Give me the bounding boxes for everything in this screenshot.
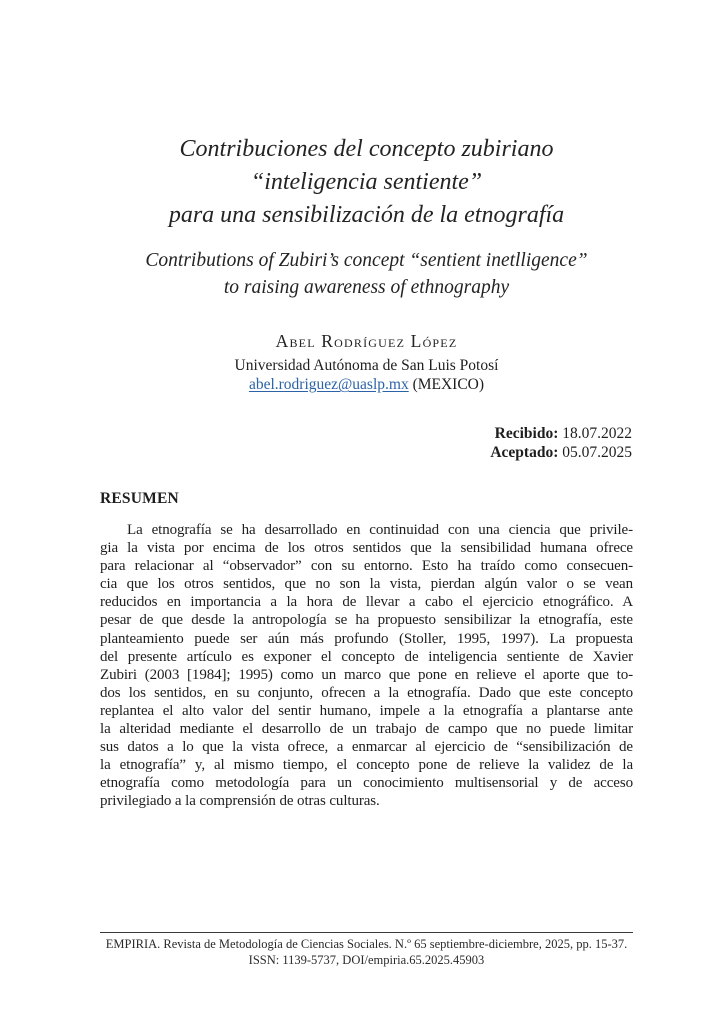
title-line: Contributions of Zubiri’s concept “sentient inetlligence” <box>145 250 588 271</box>
received-label: Recibido: <box>494 425 559 442</box>
paper-title-spanish <box>100 133 633 232</box>
journal-citation-line: EMPIRIA. Revista de Metodología de Ciencias Sociales. N.º 65 septiembre-diciembre, 2025, pp. 15-37. <box>105 937 628 951</box>
accepted-date-row <box>490 444 632 463</box>
author-affiliation: Universidad Autónoma de San Luis Potosí <box>234 357 499 374</box>
author-country: (MEXICO) <box>412 376 485 393</box>
title-line: para una sensibilización de la etnografía <box>168 202 565 228</box>
abstract-line: etnografía como metodología para un conocimiento multisensorial y de acceso <box>100 775 633 792</box>
author-name: Abel Rodríguez López <box>275 331 458 351</box>
author-email-link[interactable]: abel.rodriguez@uaslp.mx <box>248 376 409 393</box>
abstract-line: Zubiri (2003 [1984]; 1995) como un marco que pone en relieve el aporte que to- <box>100 666 633 683</box>
abstract-line: la alteridad mediante el desarrollo de un trabajo de campo que no puede limitar <box>100 721 633 738</box>
abstract-line: la etnografía” y, al mismo tiempo, el concepto pone de relieve la validez de la <box>100 757 633 774</box>
accepted-label: Aceptado: <box>490 443 559 461</box>
received-value: 18.07.2022 <box>562 425 632 442</box>
abstract-line: pesar de que desde la antropología se ha propuesto sensibilizar la etnografía, este <box>100 612 633 629</box>
accepted-value: 05.07.2025 <box>562 443 632 461</box>
abstract-line: del presente artículo es exponer el concepto de inteligencia sentiente de Xavier <box>100 648 633 665</box>
abstract-line: privilegiado a la comprensión de otras culturas. <box>100 793 380 810</box>
abstract-heading: RESUMEN <box>100 490 179 507</box>
journal-footer <box>100 932 633 968</box>
abstract-line: replantea el alto valor del sentir humano, impele a la etnografía a plantarse ante <box>100 702 633 719</box>
abstract-line: La etnografía se ha desarrollado en continuidad con una ciencia que privile- <box>127 522 633 538</box>
paper-title-english <box>100 247 633 301</box>
abstract-line: cia que los otros sentidos, que no son la vista, pierdan algún valor o se vean <box>100 576 633 593</box>
manuscript-dates <box>490 425 632 462</box>
received-date-row <box>490 425 632 444</box>
abstract-line: gia la vista por encima de los otros sentidos que la sensibilidad humana ofrece <box>100 540 633 557</box>
title-line: Contribuciones del concepto zubiriano <box>179 136 554 162</box>
author-contact-line <box>100 376 633 394</box>
abstract-line: reducidos en importancia a la hora de llevar a cabo el ejercicio etnográfico. A <box>100 594 633 611</box>
abstract-line: para relacionar al “observador” con su entorno. Esto ha traído como consecuen- <box>100 558 633 575</box>
journal-issn-doi-line: ISSN: 1139-5737, DOI/empiria.65.2025.45903 <box>248 952 485 967</box>
title-line: “inteligencia sentiente” <box>250 169 483 195</box>
abstract-text <box>100 521 633 811</box>
abstract-line: planteamiento puede ser aún más profundo (Stoller, 1995, 1997). La propuesta <box>100 630 633 647</box>
title-line: to raising awareness of ethnography <box>223 277 510 298</box>
abstract-line: dos los sentidos, en su conjunto, ofrecen a la etnografía. Dado que este concepto <box>100 684 633 701</box>
abstract-line: sus datos a lo que la vista ofrece, a enmarcar al ejercicio de “sensibilización de <box>100 739 633 756</box>
